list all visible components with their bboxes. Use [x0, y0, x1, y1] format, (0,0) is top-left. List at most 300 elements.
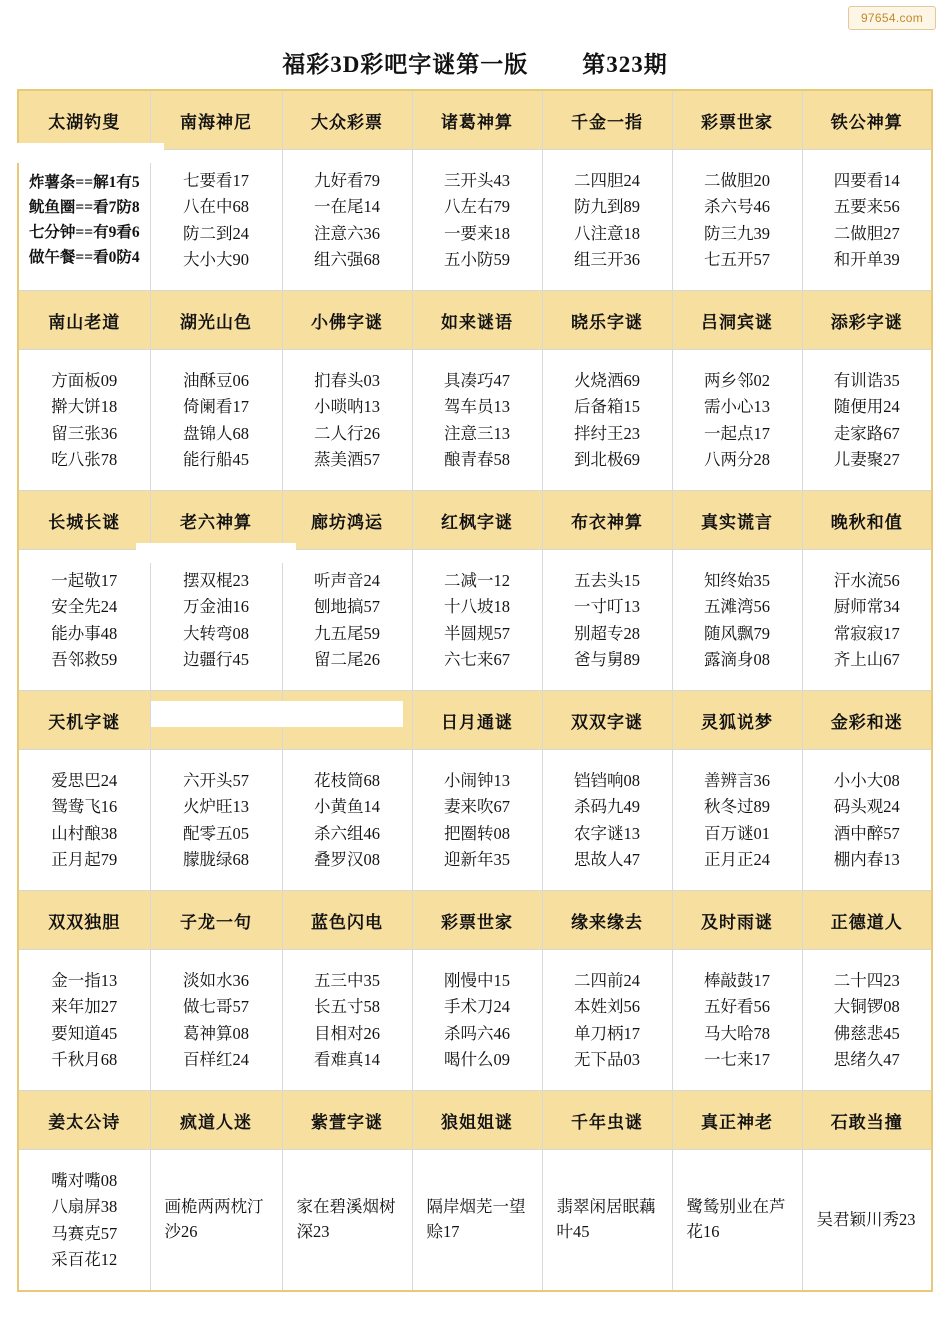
riddle-line: 思故人47	[574, 849, 640, 869]
riddle-line: 爸与舅89	[574, 649, 640, 669]
column-header-cell[interactable]	[150, 491, 282, 550]
table-row	[18, 1150, 932, 1292]
column-header-cell[interactable]	[672, 891, 802, 950]
riddle-cell[interactable]	[412, 350, 542, 491]
riddle-line: 农字谜13	[574, 823, 640, 843]
riddle-line: 火炉旺13	[183, 797, 249, 817]
riddle-line: 二十四23	[833, 970, 900, 990]
riddle-line: 安全先24	[51, 597, 118, 617]
riddle-cell[interactable]	[150, 550, 282, 691]
riddle-line: 二做胆20	[704, 170, 770, 190]
riddle-line: 别超专28	[574, 623, 640, 643]
riddle-line: 嘴对嘴08	[51, 1170, 118, 1190]
column-header-cell[interactable]	[282, 90, 412, 150]
riddle-cell[interactable]	[282, 750, 412, 891]
column-header-cell[interactable]	[412, 90, 542, 150]
column-header-cell[interactable]	[412, 291, 542, 350]
riddle-line: 七五开57	[704, 249, 770, 269]
column-header-cell[interactable]	[542, 90, 672, 150]
riddle-line: 铛铛响08	[574, 770, 640, 790]
column-header-cell[interactable]	[802, 691, 932, 750]
column-header-cell[interactable]	[150, 891, 282, 950]
riddle-line: 半圆规57	[444, 623, 510, 643]
riddle-cell[interactable]	[412, 1150, 542, 1292]
riddle-line: 蒸美酒57	[314, 449, 380, 469]
erased-area	[151, 701, 403, 727]
column-header-label: 姜太公诗	[48, 1112, 121, 1132]
riddle-line: 酒中醉57	[833, 823, 900, 843]
riddle-lines	[807, 569, 928, 672]
column-header-cell[interactable]	[802, 491, 932, 550]
column-header-label: 长城长谜	[48, 512, 121, 532]
riddle-line: 来年加27	[51, 997, 118, 1017]
riddle-line: 到北极69	[574, 449, 640, 469]
riddle-line: 大铜锣08	[833, 997, 900, 1017]
riddle-line: 二四胆24	[574, 170, 640, 190]
page-title: 福彩3D彩吧字谜第一版 第323期	[282, 52, 668, 77]
column-header-label: 真正神老	[701, 1112, 773, 1132]
column-header-cell[interactable]	[18, 90, 150, 150]
riddle-line: 把圈转08	[444, 823, 510, 843]
riddle-lines	[677, 569, 798, 672]
column-header-cell[interactable]	[150, 291, 282, 350]
riddle-line: 朦胧绿68	[183, 849, 249, 869]
riddle-lines	[807, 969, 928, 1072]
column-header-cell[interactable]	[18, 291, 150, 350]
riddle-lines	[155, 769, 278, 872]
table-row	[18, 291, 932, 350]
riddle-lines	[677, 769, 798, 872]
column-header-label: 老六神算	[180, 512, 252, 532]
riddle-line: 八两分28	[704, 449, 770, 469]
column-header-cell[interactable]	[282, 1091, 412, 1150]
riddle-line: 九好看79	[314, 170, 380, 190]
riddle-line: 和开单39	[833, 249, 900, 269]
riddle-cell[interactable]	[282, 950, 412, 1091]
riddle-line: 盘锦人68	[183, 423, 249, 443]
column-header-label: 千金一指	[571, 112, 643, 132]
riddle-line: 露滴身08	[704, 649, 770, 669]
riddle-cell[interactable]	[802, 1150, 932, 1292]
column-header-label: 双双字谜	[571, 712, 643, 732]
riddle-line: 吴君颖川秀23	[816, 1209, 916, 1229]
riddle-cell[interactable]	[672, 150, 802, 291]
column-header-label: 南海神尼	[180, 112, 252, 132]
riddle-line: 随风飘79	[704, 623, 770, 643]
column-header-cell[interactable]	[282, 891, 412, 950]
riddle-cell[interactable]	[802, 950, 932, 1091]
riddle-line: 二人行26	[314, 423, 380, 443]
riddle-lines	[807, 769, 928, 872]
column-header-label: 天机字谜	[48, 712, 121, 732]
riddle-line: 一寸叮13	[574, 597, 640, 617]
column-header-label: 太湖钓叟	[48, 112, 121, 132]
riddle-line: 留三张36	[51, 423, 118, 443]
riddle-line: 无下品03	[574, 1049, 640, 1069]
column-header-label: 千年虫谜	[571, 1112, 643, 1132]
riddle-line: 善辨言36	[704, 770, 770, 790]
riddle-cell[interactable]	[542, 950, 672, 1091]
riddle-line: 百万谜01	[704, 823, 770, 843]
riddle-cell[interactable]	[282, 150, 412, 291]
column-header-cell[interactable]	[802, 291, 932, 350]
column-header-label: 蓝色闪电	[311, 912, 383, 932]
riddle-line: 翡翠闲居眠藕叶45	[556, 1197, 656, 1241]
riddle-line: 小唢呐13	[314, 397, 380, 417]
column-header-label: 狼姐姐谜	[441, 1112, 513, 1132]
riddle-line: 杀码九49	[574, 797, 640, 817]
riddle-lines	[287, 969, 408, 1072]
riddle-line: 杀六号46	[704, 197, 770, 217]
riddle-line: 具凑巧47	[444, 370, 510, 390]
riddle-lines	[417, 369, 538, 472]
riddle-cell[interactable]	[282, 1150, 412, 1292]
riddle-line: 叠罗汉08	[314, 849, 380, 869]
riddle-cell[interactable]	[672, 350, 802, 491]
riddle-line: 家在碧溪烟树深23	[296, 1197, 396, 1241]
riddle-lines	[677, 969, 798, 1072]
riddle-line: 九五尾59	[314, 623, 380, 643]
riddle-line: 长五寸58	[314, 997, 380, 1017]
riddle-line: 方面板09	[51, 370, 118, 390]
riddle-line: 一在尾14	[314, 197, 380, 217]
riddle-line: 五好看56	[704, 997, 770, 1017]
column-header-cell[interactable]	[282, 491, 412, 550]
column-header-cell[interactable]	[412, 891, 542, 950]
riddle-line: 配零五05	[183, 823, 249, 843]
riddle-lines	[23, 569, 146, 672]
column-header-cell[interactable]	[282, 291, 412, 350]
column-header-cell[interactable]	[18, 891, 150, 950]
riddle-lines	[417, 569, 538, 672]
riddle-line: 本姓刘56	[574, 997, 640, 1017]
column-header-label: 如来谜语	[441, 312, 513, 332]
riddle-line: 杀六组46	[314, 823, 380, 843]
riddle-cell[interactable]	[150, 1150, 282, 1292]
column-header-label: 大众彩票	[311, 112, 383, 132]
column-header-label: 吕洞宾谜	[701, 312, 773, 332]
column-header-label: 布衣神算	[571, 512, 643, 532]
riddle-line: 鱿鱼圈==看7防8	[28, 198, 140, 216]
riddle-line: 四要看14	[833, 170, 900, 190]
column-header-cell[interactable]	[18, 491, 150, 550]
riddle-line: 棚内春13	[833, 849, 900, 869]
riddle-lines	[155, 969, 278, 1072]
riddle-line: 随便用24	[833, 397, 900, 417]
riddle-line: 做午餐==看0防4	[28, 248, 140, 266]
column-header-label: 晓乐字谜	[571, 312, 643, 332]
riddle-line: 大转弯08	[183, 623, 249, 643]
riddle-line: 八注意18	[574, 223, 640, 243]
riddle-line: 鸳鸯飞16	[51, 797, 118, 817]
riddle-line: 知终始35	[704, 570, 770, 590]
riddle-line: 一起点17	[704, 423, 770, 443]
riddle-line: 汗水流56	[833, 570, 900, 590]
column-header-label: 灵狐说梦	[701, 712, 773, 732]
riddle-lines	[807, 169, 928, 272]
riddle-line: 淡如水36	[183, 970, 249, 990]
column-header-label: 彩票世家	[701, 112, 773, 132]
column-header-cell[interactable]	[672, 291, 802, 350]
riddle-lines	[287, 369, 408, 472]
riddle-line: 注意三13	[444, 423, 510, 443]
riddle-lines	[155, 569, 278, 672]
riddle-cell[interactable]	[150, 150, 282, 291]
column-header-cell[interactable]	[542, 891, 672, 950]
riddle-line: 能行船45	[183, 449, 249, 469]
riddle-line: 花枝筒68	[314, 770, 380, 790]
riddle-line: 五去头15	[574, 570, 640, 590]
riddle-lines	[677, 1195, 798, 1245]
riddle-line: 八扇屏38	[51, 1197, 118, 1217]
riddle-lines	[677, 369, 798, 472]
riddle-lines	[287, 769, 408, 872]
riddle-cell[interactable]	[150, 350, 282, 491]
riddle-line: 三开头43	[444, 170, 510, 190]
column-header-label: 子龙一句	[180, 912, 252, 932]
riddle-line: 万金油16	[183, 597, 249, 617]
column-header-label: 廊坊鸿运	[311, 512, 383, 532]
riddle-lines	[807, 1208, 928, 1233]
riddle-line: 五小防59	[444, 249, 510, 269]
riddle-lines	[547, 169, 668, 272]
riddle-cell[interactable]	[18, 950, 150, 1091]
column-header-cell[interactable]	[412, 691, 542, 750]
riddle-line: 马大哈78	[704, 1023, 770, 1043]
riddle-cell[interactable]	[672, 950, 802, 1091]
riddle-lines	[287, 1195, 408, 1245]
riddle-cell[interactable]	[18, 750, 150, 891]
riddle-lines	[547, 369, 668, 472]
riddle-line: 六七来67	[444, 649, 510, 669]
riddle-line: 能办事48	[51, 623, 118, 643]
column-header-cell[interactable]	[672, 491, 802, 550]
riddle-line: 马赛克57	[51, 1223, 118, 1243]
riddle-cell[interactable]	[542, 350, 672, 491]
riddle-line: 组六强68	[314, 249, 380, 269]
column-header-cell[interactable]	[672, 90, 802, 150]
riddle-lines	[417, 769, 538, 872]
riddle-lines	[287, 169, 408, 272]
riddle-line: 吾邻救59	[51, 649, 118, 669]
riddle-line: 五要来56	[833, 197, 900, 217]
riddle-line: 一要来18	[444, 223, 510, 243]
riddle-line: 注意六36	[314, 223, 380, 243]
riddle-lines	[417, 969, 538, 1072]
riddle-cell[interactable]	[672, 550, 802, 691]
column-header-cell[interactable]	[150, 90, 282, 150]
riddle-line: 小闹钟13	[444, 770, 510, 790]
riddle-lines	[23, 1169, 146, 1272]
riddle-line: 山村酿38	[51, 823, 118, 843]
column-header-label: 添彩字谜	[830, 312, 903, 332]
riddle-cell[interactable]	[150, 750, 282, 891]
site-watermark: 97654.com	[848, 6, 936, 30]
riddle-line: 喝什么09	[444, 1049, 510, 1069]
riddle-line: 采百花12	[51, 1249, 118, 1269]
riddle-line: 目相对26	[314, 1023, 380, 1043]
riddle-cell[interactable]	[412, 150, 542, 291]
column-header-label: 日月通谜	[441, 712, 513, 732]
riddle-cell[interactable]	[542, 1150, 672, 1292]
column-header-cell[interactable]	[672, 691, 802, 750]
riddle-line: 爱思巴24	[51, 770, 118, 790]
riddle-line: 隔岸烟芜一望赊17	[426, 1197, 526, 1241]
riddle-line: 刚慢中15	[444, 970, 510, 990]
riddle-lines	[287, 569, 408, 672]
riddle-line: 杀吗六46	[444, 1023, 510, 1043]
riddle-line: 八左右79	[444, 197, 510, 217]
column-header-label: 金彩和迷	[830, 712, 903, 732]
riddle-line: 迎新年35	[444, 849, 510, 869]
erased-area	[136, 543, 296, 563]
riddle-lines	[417, 169, 538, 272]
table-row	[18, 950, 932, 1091]
riddle-line: 走家路67	[833, 423, 900, 443]
riddle-line: 二做胆27	[833, 223, 900, 243]
riddle-line: 七要看17	[183, 170, 249, 190]
riddle-cell[interactable]	[802, 150, 932, 291]
column-header-label: 南山老道	[48, 312, 121, 332]
riddle-line: 棒敲鼓17	[704, 970, 770, 990]
column-header-cell[interactable]	[802, 891, 932, 950]
riddle-cell[interactable]	[412, 750, 542, 891]
riddle-line: 摆双棍23	[183, 570, 249, 590]
column-header-label: 红枫字谜	[441, 512, 513, 532]
riddle-line: 拌纣王23	[574, 423, 640, 443]
table-row	[18, 90, 932, 150]
riddle-cell[interactable]	[542, 550, 672, 691]
riddle-table	[17, 89, 933, 1292]
riddle-cell[interactable]	[672, 1150, 802, 1292]
riddle-line: 驾车员13	[444, 397, 510, 417]
riddle-line: 十八坡18	[444, 597, 510, 617]
riddle-line: 吃八张78	[51, 449, 118, 469]
riddle-line: 有训诰35	[833, 370, 900, 390]
riddle-lines	[547, 1195, 668, 1245]
riddle-line: 画桅两两枕汀沙26	[164, 1197, 264, 1241]
riddle-line: 鹭鸶别业在芦花16	[686, 1197, 786, 1241]
column-header-label: 彩票世家	[441, 912, 513, 932]
riddle-cell[interactable]	[802, 550, 932, 691]
column-header-label: 小佛字谜	[311, 312, 383, 332]
riddle-lines	[547, 569, 668, 672]
riddle-lines	[155, 169, 278, 272]
riddle-line: 倚阑看17	[183, 397, 249, 417]
column-header-label: 真实谎言	[701, 512, 773, 532]
riddle-cell[interactable]	[412, 550, 542, 691]
column-header-cell[interactable]	[542, 691, 672, 750]
column-header-cell[interactable]	[672, 1091, 802, 1150]
column-header-label: 湖光山色	[180, 312, 252, 332]
riddle-line: 刨地搞57	[314, 597, 380, 617]
riddle-line: 要知道45	[51, 1023, 118, 1043]
riddle-line: 佛慈悲45	[833, 1023, 900, 1043]
riddle-line: 看难真14	[314, 1049, 380, 1069]
column-header-cell[interactable]	[802, 1091, 932, 1150]
erased-area	[4, 143, 164, 163]
column-header-cell[interactable]	[542, 1091, 672, 1150]
riddle-line: 五滩湾56	[704, 597, 770, 617]
riddle-line: 金一指13	[51, 970, 118, 990]
riddle-lines	[807, 369, 928, 472]
riddle-line: 六开头57	[183, 770, 249, 790]
riddle-line: 火烧酒69	[574, 370, 640, 390]
riddle-cell[interactable]	[282, 350, 412, 491]
column-header-cell[interactable]	[542, 291, 672, 350]
riddle-lines	[155, 1195, 278, 1245]
riddle-lines	[547, 969, 668, 1072]
table-row	[18, 750, 932, 891]
riddle-line: 边疆行45	[183, 649, 249, 669]
riddle-line: 炸薯条==解1有5	[28, 173, 140, 191]
table-row	[18, 550, 932, 691]
riddle-cell[interactable]	[18, 1150, 150, 1292]
riddle-cell[interactable]	[282, 550, 412, 691]
column-header-cell[interactable]	[542, 491, 672, 550]
riddle-lines	[23, 969, 146, 1072]
column-header-cell[interactable]	[802, 90, 932, 150]
riddle-line: 七分钟==有9看6	[28, 223, 140, 241]
riddle-cell[interactable]	[18, 350, 150, 491]
riddle-lines	[417, 1195, 538, 1245]
column-header-cell[interactable]	[18, 1091, 150, 1150]
riddle-lines	[23, 172, 146, 269]
riddle-lines	[547, 769, 668, 872]
column-header-label: 诸葛神算	[441, 112, 513, 132]
table-row	[18, 350, 932, 491]
riddle-line: 做七哥57	[183, 997, 249, 1017]
column-header-label: 晚秋和值	[830, 512, 903, 532]
riddle-lines	[23, 769, 146, 872]
column-header-label: 铁公神算	[830, 112, 903, 132]
riddle-cell[interactable]	[18, 550, 150, 691]
riddle-line: 厨师常34	[833, 597, 900, 617]
riddle-cell[interactable]	[150, 950, 282, 1091]
column-header-cell[interactable]	[412, 1091, 542, 1150]
column-header-cell[interactable]	[150, 691, 282, 750]
column-header-cell[interactable]	[412, 491, 542, 550]
riddle-line: 正月正24	[704, 849, 770, 869]
riddle-line: 百样红24	[183, 1049, 249, 1069]
riddle-line: 齐上山67	[833, 649, 900, 669]
riddle-line: 常寂寂17	[833, 623, 900, 643]
riddle-line: 思绪久47	[833, 1049, 900, 1069]
column-header-label: 疯道人迷	[180, 1112, 252, 1132]
riddle-line: 扪春头03	[314, 370, 380, 390]
riddle-line: 防三九39	[704, 223, 770, 243]
riddle-line: 防九到89	[574, 197, 640, 217]
riddle-line: 正月起79	[51, 849, 118, 869]
riddle-cell[interactable]	[412, 950, 542, 1091]
riddle-line: 小小大08	[833, 770, 900, 790]
column-header-cell[interactable]	[150, 1091, 282, 1150]
riddle-cell[interactable]	[802, 750, 932, 891]
riddle-cell[interactable]	[18, 150, 150, 291]
riddle-line: 一七来17	[704, 1049, 770, 1069]
column-header-label: 正德道人	[830, 912, 903, 932]
column-header-label: 及时雨谜	[701, 912, 773, 932]
table-body	[18, 90, 932, 1291]
riddle-cell[interactable]	[802, 350, 932, 491]
riddle-cell[interactable]	[672, 750, 802, 891]
riddle-line: 手术刀24	[444, 997, 510, 1017]
table-row	[18, 150, 932, 291]
riddle-cell[interactable]	[542, 750, 672, 891]
riddle-cell[interactable]	[542, 150, 672, 291]
riddle-line: 五三中35	[314, 970, 380, 990]
column-header-cell[interactable]	[18, 691, 150, 750]
